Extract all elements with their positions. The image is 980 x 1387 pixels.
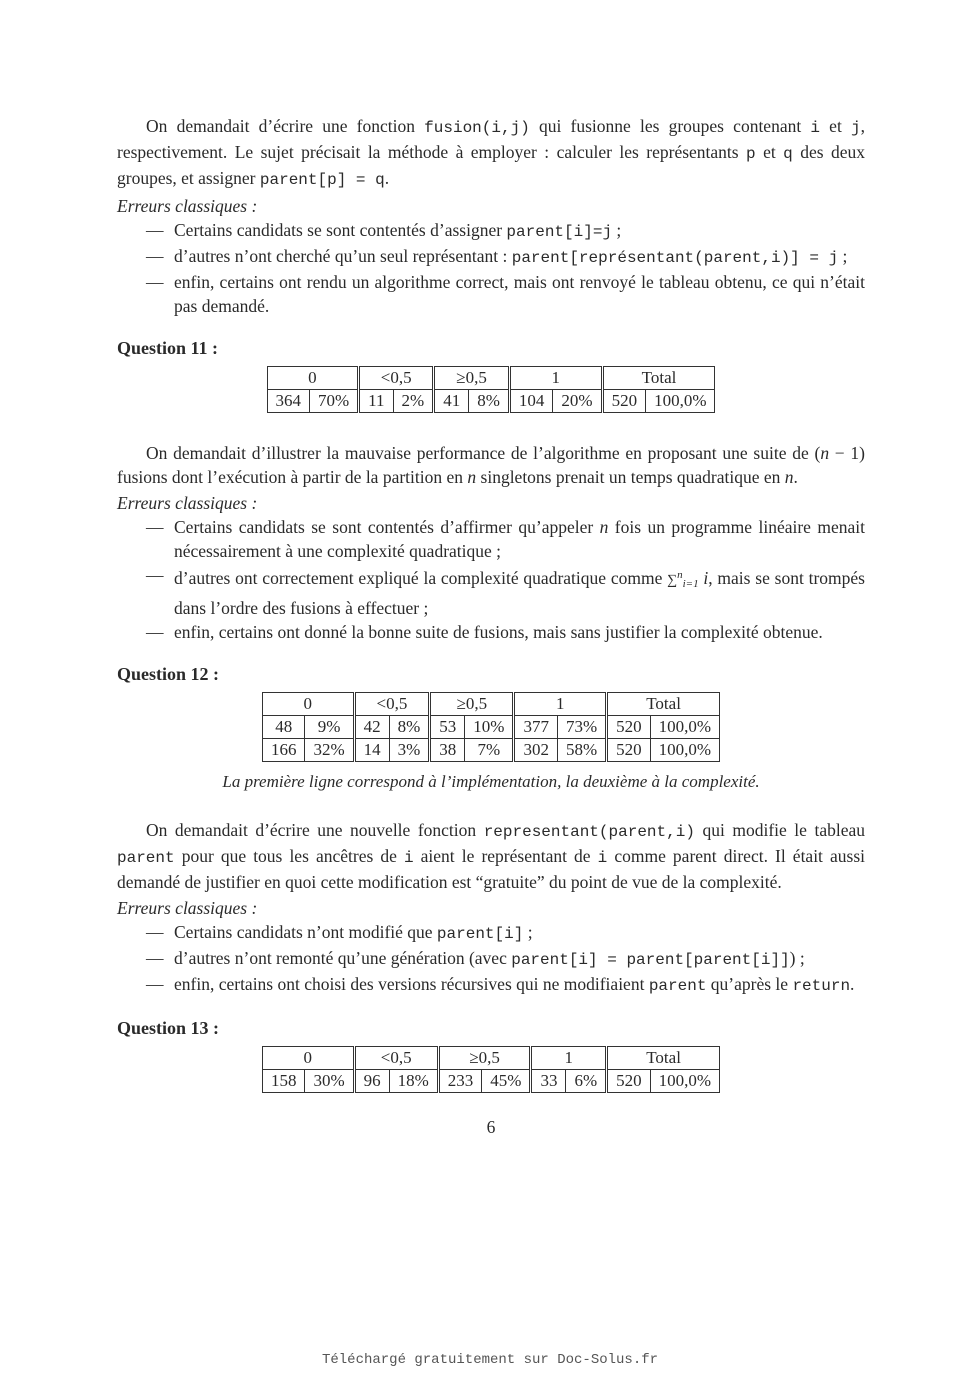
- table-row: [267, 390, 715, 413]
- code: parent: [117, 849, 175, 867]
- math-var: n: [599, 517, 609, 537]
- errors-list: [117, 218, 865, 318]
- table-cell: 520: [607, 716, 651, 739]
- header-cell: 0: [262, 1047, 354, 1070]
- table-cell: 6%: [566, 1070, 607, 1093]
- header-cell: 0: [262, 693, 354, 716]
- list-item: [117, 563, 865, 620]
- table-cell: 9%: [305, 716, 354, 739]
- table-cell: 33: [531, 1070, 566, 1093]
- download-footer: Téléchargé gratuitement sur Doc-Solus.fr: [321, 1352, 659, 1368]
- code: i: [597, 849, 608, 867]
- table-cell: 38: [430, 739, 465, 762]
- table-cell: 377: [514, 716, 558, 739]
- table-row: [262, 716, 719, 739]
- table-cell: 96: [354, 1070, 389, 1093]
- text: qu’après le: [706, 974, 793, 994]
- table-cell: 20%: [553, 390, 602, 413]
- text: d’autres n’ont remonté qu’une génération (avec: [174, 948, 512, 968]
- code: representant(parent,i): [483, 823, 695, 841]
- math-var: i: [698, 568, 709, 588]
- list-item: [117, 244, 865, 270]
- errors-heading: Erreurs classiques :: [117, 898, 258, 918]
- text: Certains candidats se sont contentés d’assigner: [174, 220, 507, 240]
- header-cell: Total: [602, 367, 715, 390]
- question-12-title: Question 12 :: [117, 664, 220, 684]
- header-cell: 1: [531, 1047, 607, 1070]
- text: ) ;: [789, 948, 805, 968]
- text: On demandait d’écrire une fonction: [146, 116, 425, 136]
- text: ;: [523, 922, 533, 942]
- list-item: [117, 218, 865, 244]
- table-header-row: [267, 367, 715, 390]
- table-cell: 520: [607, 1070, 651, 1093]
- text: pour que tous les ancêtres de: [174, 846, 404, 866]
- table-cell: 10%: [465, 716, 514, 739]
- text: .: [850, 974, 855, 994]
- table-cell: 158: [262, 1070, 305, 1093]
- text: des deux groupes, et assigner: [117, 142, 865, 188]
- paragraph-representant: [117, 818, 865, 894]
- text: Certains candidats n’ont modifié que: [174, 922, 437, 942]
- code: q: [783, 145, 793, 163]
- text: , respectivement. Le sujet précisait la méthode à employer : calculer les représentants: [117, 116, 865, 162]
- header-cell: ≥0,5: [434, 367, 510, 390]
- text: singletons prenait un temps quadratique en: [476, 467, 785, 487]
- text: qui fusionne les groupes contenant: [529, 116, 811, 136]
- table-cell: 100,0%: [650, 716, 719, 739]
- table-cell: 58%: [557, 739, 606, 762]
- sum-symbol: ∑: [667, 573, 678, 588]
- text: enfin, certains ont choisi des versions récursives qui ne modifiaient: [174, 974, 649, 994]
- text: On demandait d’écrire une nouvelle fonction: [146, 820, 484, 840]
- text: qui modifie le tableau: [694, 820, 865, 840]
- errors-heading: Erreurs classiques :: [117, 493, 258, 513]
- table-cell: 8%: [389, 716, 430, 739]
- text: fois un programme linéaire menait nécessairement à une complexité quadratique ;: [174, 517, 865, 561]
- list-item: [117, 515, 865, 563]
- page-number: 6: [486, 1117, 496, 1137]
- list-item: [117, 946, 865, 972]
- header-cell: <0,5: [354, 1047, 438, 1070]
- text: On demandait d’illustrer la mauvaise performance de l’algorithme en proposant une suite de (: [146, 443, 821, 463]
- table-cell: 32%: [305, 739, 354, 762]
- math-var: n: [467, 467, 477, 487]
- table-cell: 48: [262, 716, 305, 739]
- text: aient le représentant de: [413, 846, 598, 866]
- code: i: [810, 119, 820, 137]
- list-item: — enfin, certains ont rendu un algorithme correct, mais ont renvoyé le tableau obtenu, ce qui n’était pas demandé.: [117, 270, 865, 318]
- table-cell: 2%: [393, 390, 434, 413]
- table-cell: 70%: [310, 390, 359, 413]
- table-cell: 520: [607, 739, 651, 762]
- header-cell: 0: [267, 367, 359, 390]
- header-cell: Total: [607, 693, 720, 716]
- table-cell: 7%: [465, 739, 514, 762]
- table-cell: 104: [509, 390, 553, 413]
- table-cell: 53: [430, 716, 465, 739]
- table-row: [262, 1070, 719, 1093]
- header-cell: <0,5: [354, 693, 430, 716]
- text: − 1) fusions dont l’exécution à partir de la partition en: [117, 443, 865, 487]
- table-cell: 364: [267, 390, 310, 413]
- table-row: [262, 739, 719, 762]
- errors-list: [117, 920, 865, 998]
- code: return: [792, 977, 851, 995]
- table-caption: La première ligne correspond à l’implémentation, la deuxième à la complexité.: [222, 772, 760, 791]
- math-var: n: [784, 467, 794, 487]
- code: parent[i]: [436, 925, 524, 943]
- code: j: [851, 119, 861, 137]
- table-cell: 41: [434, 390, 469, 413]
- list-item: [117, 972, 865, 998]
- math-var: n: [820, 443, 830, 463]
- text: , mais se sont trompés dans l’ordre des fusions à effectuer ;: [174, 568, 865, 618]
- header-cell: Total: [607, 1047, 720, 1070]
- text: et: [755, 142, 784, 162]
- header-cell: 1: [509, 367, 602, 390]
- page-content: [117, 114, 865, 1139]
- results-table-q11: [267, 366, 716, 413]
- table-cell: 302: [514, 739, 558, 762]
- table-cell: 233: [438, 1070, 482, 1093]
- table-cell: 8%: [469, 390, 510, 413]
- table-cell: 45%: [482, 1070, 531, 1093]
- table-cell: 73%: [557, 716, 606, 739]
- errors-list: [117, 515, 865, 644]
- paragraph-performance: [117, 441, 865, 489]
- table-header-row: [262, 1047, 719, 1070]
- paragraph-fusion: [117, 114, 865, 192]
- table-header-row: [262, 693, 719, 716]
- text: .: [384, 168, 390, 188]
- table-cell: 11: [359, 390, 393, 413]
- header-cell: ≥0,5: [430, 693, 514, 716]
- text: ;: [838, 246, 848, 266]
- table-cell: 42: [354, 716, 389, 739]
- table-cell: 100,0%: [650, 739, 719, 762]
- table-cell: 100,0%: [646, 390, 715, 413]
- text: comme parent direct. Il était aussi demandé de justifier en quoi cette modification est “gratuite” du point de vue de la complexité.: [117, 846, 866, 892]
- question-11-title: Question 11 :: [117, 338, 219, 358]
- table-cell: 30%: [305, 1070, 354, 1093]
- math-sup: n: [677, 569, 683, 581]
- table-cell: 166: [262, 739, 305, 762]
- table-cell: 14: [354, 739, 389, 762]
- code: parent: [648, 977, 707, 995]
- table-cell: 100,0%: [650, 1070, 719, 1093]
- code: i: [403, 849, 414, 867]
- table-cell: 520: [602, 390, 646, 413]
- code: p: [746, 145, 756, 163]
- table-cell: 18%: [389, 1070, 438, 1093]
- text: et: [820, 116, 851, 136]
- text: .: [793, 467, 798, 487]
- results-table-q12: [262, 692, 720, 762]
- code: parent[p] = q: [259, 171, 385, 189]
- header-cell: ≥0,5: [438, 1047, 531, 1070]
- text: d’autres n’ont cherché qu’un seul représentant :: [174, 246, 512, 266]
- code: fusion(i,j): [424, 119, 530, 137]
- question-13-title: Question 13 :: [117, 1018, 220, 1038]
- list-item: [117, 920, 865, 946]
- text: Certains candidats se sont contentés d’affirmer qu’appeler: [174, 517, 600, 537]
- text: d’autres ont correctement expliqué la complexité quadratique comme: [174, 568, 668, 588]
- math-sub: i=1: [682, 578, 699, 590]
- code: parent[représentant(parent,i)] = j: [511, 249, 839, 267]
- errors-heading: Erreurs classiques :: [117, 196, 258, 216]
- list-item: — enfin, certains ont donné la bonne suite de fusions, mais sans justifier la complexité obtenue.: [117, 620, 865, 644]
- header-cell: 1: [514, 693, 607, 716]
- table-cell: 3%: [389, 739, 430, 762]
- text: ;: [612, 220, 622, 240]
- results-table-q13: [262, 1046, 720, 1093]
- header-cell: <0,5: [359, 367, 434, 390]
- code: parent[i] = parent[parent[i]]: [511, 951, 790, 969]
- code: parent[i]=j: [506, 223, 613, 241]
